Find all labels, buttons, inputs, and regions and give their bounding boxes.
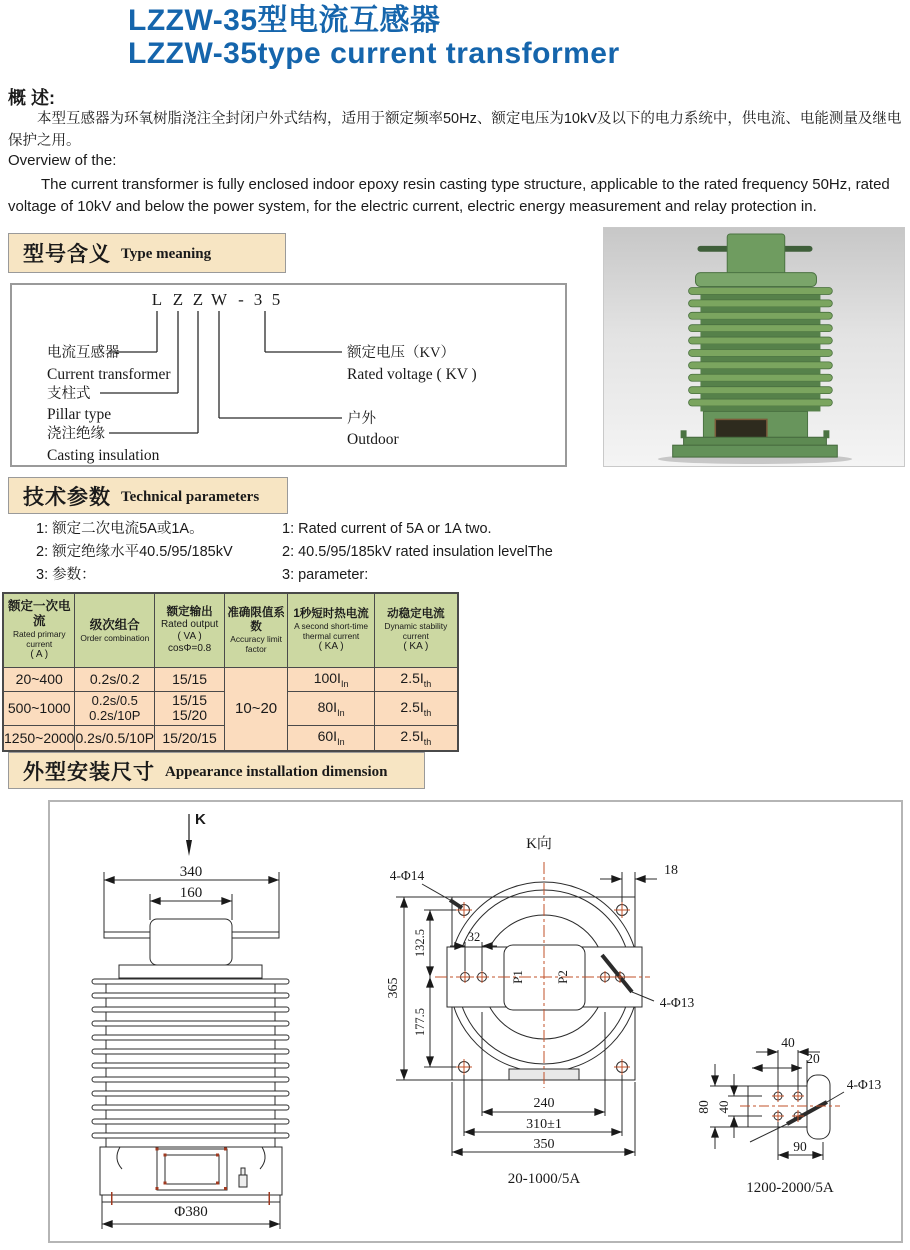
cell-dynamic: $2.5I_{th}$ xyxy=(375,667,458,691)
dimension-drawings-svg xyxy=(50,802,901,1241)
dim-80: 80 xyxy=(696,1100,711,1114)
k-view xyxy=(396,872,657,1156)
front-view xyxy=(92,872,289,1229)
tech-list-en xyxy=(282,518,553,587)
tech-item: 2: 额定绝缘水平40.5/95/185kV xyxy=(36,544,233,560)
section-title-cn: 型号含义 xyxy=(23,242,111,266)
diagram-labels xyxy=(47,343,477,464)
section-title-cn: 外型安装尺寸 xyxy=(23,759,155,784)
label-outdoor-cn: 户外 xyxy=(347,411,376,427)
dim-310: 310±1 xyxy=(526,1117,562,1132)
overview-text-cn: 本型互感器为环氧树脂浇注全封闭户外式结构，适用于额定频率50Hz、额定电压为10kV及以下的电力系统中，供电流、电能测量及继电保护之用。 xyxy=(8,111,902,149)
page-title-cn: LZZW-35型电流互感器 xyxy=(128,4,441,37)
dim-160: 160 xyxy=(179,885,203,901)
tech-item: 1: Rated current of 5A or 1A two. xyxy=(282,521,492,537)
overview-heading-en: Overview of the: xyxy=(8,152,117,169)
cell-combination: 0.2s/0.5/10P xyxy=(75,725,155,751)
terminal-p1: P1 xyxy=(510,970,525,984)
svg-text:K: K xyxy=(195,811,206,828)
cell-primary: 20~400 xyxy=(3,667,75,691)
label-casting-en: Casting insulation xyxy=(47,447,160,464)
cell-thermal: $60I_{In}$ xyxy=(288,725,375,751)
model-letter: 3 xyxy=(253,290,263,309)
col-header-primary-current: 额定一次电流 Rated primary current ( A ) xyxy=(3,593,75,667)
overview-heading: 概 述: xyxy=(8,88,55,108)
cell-thermal: $100I_{In}$ xyxy=(288,667,375,691)
section-title-cn: 技术参数 xyxy=(23,484,111,509)
label-current-transformer-cn: 电流互感器 xyxy=(47,345,120,361)
transformer-graphic xyxy=(673,234,838,457)
label-casting-cn: 浇注绝缘 xyxy=(47,426,105,442)
dim-90: 90 xyxy=(793,1139,807,1154)
page-title xyxy=(128,4,620,70)
cell-combination: 0.2s/0.5 0.2s/10P xyxy=(75,691,155,725)
dim-132-5: 132.5 xyxy=(413,928,427,958)
dim-365: 365 xyxy=(386,977,401,999)
section-title-en: Technical parameters xyxy=(121,488,260,505)
dim-20: 20 xyxy=(806,1051,820,1066)
fin-stack xyxy=(92,979,289,1147)
cell-dynamic: $2.5I_{th}$ xyxy=(375,725,458,751)
model-letter: L xyxy=(151,290,163,309)
dim-phi380: Φ380 xyxy=(174,1204,208,1220)
label-voltage-en: Rated voltage ( KV ) xyxy=(347,366,477,383)
col-header-rated-output: 额定输出 Rated output ( VA ) cosΦ=0.8 xyxy=(155,593,225,667)
model-letter: W xyxy=(210,290,228,309)
section-title-en: Appearance installation dimension xyxy=(165,763,388,780)
cell-primary: 500~1000 xyxy=(3,691,75,725)
tech-item: 1: 额定二次电流5A或1A。 xyxy=(36,521,204,537)
tech-list-cn xyxy=(36,518,233,587)
detail-caption: 1200-2000/5A xyxy=(746,1180,834,1196)
table-header-row xyxy=(3,593,458,667)
dim-32: 32 xyxy=(467,930,481,944)
k-direction-arrow xyxy=(186,811,206,856)
dim-40-left: 40 xyxy=(716,1100,731,1114)
model-letter: 5 xyxy=(271,290,281,309)
dim-340: 340 xyxy=(179,864,203,880)
label-current-transformer-en: Current transformer xyxy=(47,366,171,383)
model-letter: Z xyxy=(192,290,204,309)
label-4phi13: 4-Φ13 xyxy=(659,995,695,1010)
dimension-drawings xyxy=(48,800,903,1243)
dim-18: 18 xyxy=(664,863,678,878)
dim-177-5: 177.5 xyxy=(413,1007,427,1037)
section-header-dimensions xyxy=(8,752,425,789)
col-header-accuracy-limit: 准确限值系数 Accuracy limit factor xyxy=(225,593,288,667)
section-header-type-meaning xyxy=(8,233,286,273)
overview-text-en: The current transformer is fully enclosed indoor epoxy resin casting type structure, applicable to the rated frequency 50Hz, rated voltage of 10kV and below the power system, for the electric current, electric energy measurement and relay protection in. xyxy=(8,176,890,215)
tech-item: 3: parameter: xyxy=(282,567,369,583)
page-title-en: LZZW-35type current transformer xyxy=(128,37,620,70)
label-4phi13-detail: 4-Φ13 xyxy=(846,1077,882,1092)
dim-350: 350 xyxy=(533,1137,555,1152)
section-title-en: Type meaning xyxy=(121,246,212,262)
cell-accuracy: 10~20 xyxy=(225,667,288,751)
type-meaning-diagram xyxy=(10,283,567,467)
cell-primary: 1250~2000 xyxy=(3,725,75,751)
transformer-image xyxy=(604,228,904,466)
terminal-p2: P2 xyxy=(555,970,570,984)
model-letter: Z xyxy=(172,290,184,309)
tech-item: 2: 40.5/95/185kV rated insulation levelThe xyxy=(282,544,553,560)
dim-40-top: 40 xyxy=(781,1035,795,1050)
cell-output: 15/15 15/20 xyxy=(155,691,225,725)
type-meaning-svg xyxy=(12,285,565,465)
col-header-dynamic-current: 动稳定电流 Dynamic stability current ( KA ) xyxy=(375,593,458,667)
section-header-tech-params xyxy=(8,477,288,514)
label-outdoor-en: Outdoor xyxy=(347,431,399,448)
cell-combination: 0.2s/0.2 xyxy=(75,667,155,691)
cell-output: 15/15 xyxy=(155,667,225,691)
col-header-order-combination: 级次组合 Order combination xyxy=(75,593,155,667)
label-voltage-cn: 额定电压（KV） xyxy=(347,345,455,361)
kview-title: K向 xyxy=(526,836,552,852)
product-photo xyxy=(603,227,905,467)
label-pillar-cn: 支柱式 xyxy=(47,386,91,402)
table-row xyxy=(3,667,458,691)
model-code xyxy=(152,290,280,309)
cell-output: 15/20/15 xyxy=(155,725,225,751)
col-header-thermal-current: 1秒短时热电流 A second short-time thermal current ( KA ) xyxy=(288,593,375,667)
label-4phi14: 4-Φ14 xyxy=(389,868,425,883)
model-letter: - xyxy=(238,290,244,309)
cell-thermal: $80I_{In}$ xyxy=(288,691,375,725)
kview-caption: 20-1000/5A xyxy=(507,1171,581,1187)
parameters-table xyxy=(2,592,459,752)
tech-item: 3: 参数： xyxy=(36,567,96,583)
label-pillar-en: Pillar type xyxy=(47,406,112,423)
dim-240: 240 xyxy=(533,1096,555,1111)
cell-dynamic: $2.5I_{th}$ xyxy=(375,691,458,725)
